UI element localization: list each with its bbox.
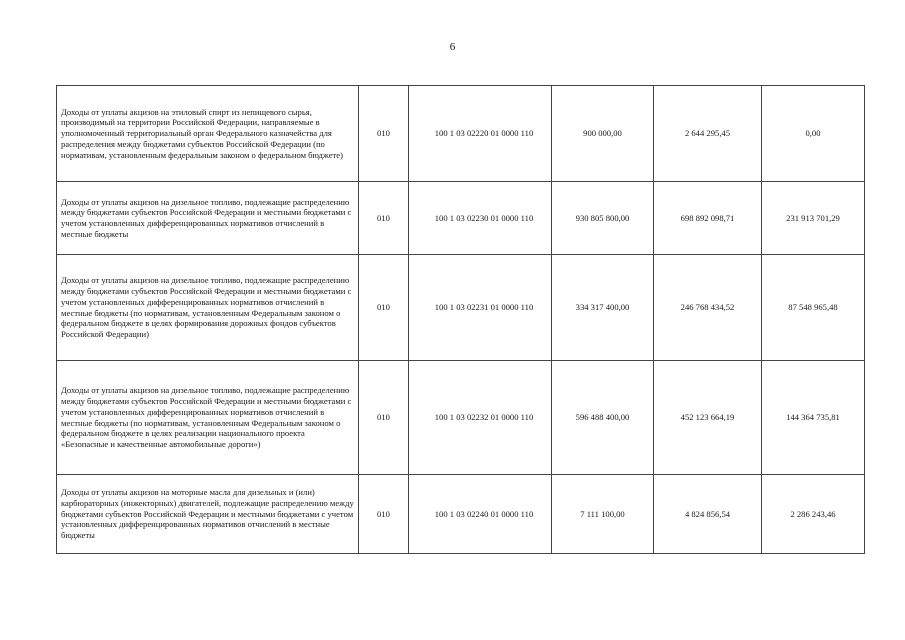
approved-amount-cell: 334 317 400,00 [552,255,654,361]
table-row [57,361,865,475]
table-row [57,182,865,255]
budget-code-cell: 100 1 03 02220 01 0000 110 [409,86,552,182]
line-code-cell: 010 [359,255,409,361]
unexecuted-amount-cell: 87 548 965,48 [762,255,865,361]
unexecuted-amount-cell: 0,00 [762,86,865,182]
executed-amount-cell: 2 644 295,45 [654,86,762,182]
unexecuted-amount-cell: 2 286 243,46 [762,475,865,554]
executed-amount-cell: 246 768 434,52 [654,255,762,361]
line-code-cell: 010 [359,86,409,182]
income-name-cell: Доходы от уплаты акцизов на дизельное топливо, подлежащие распределению между бюджетами субъектов Российской Федерации и местными бюджетами с учетом установленных дифференцированных нормативов отчислений в местные бюджеты [57,182,359,255]
executed-amount-cell: 452 123 664,19 [654,361,762,475]
budget-code-cell: 100 1 03 02231 01 0000 110 [409,255,552,361]
executed-amount-cell: 698 892 098,71 [654,182,762,255]
budget-code-cell: 100 1 03 02230 01 0000 110 [409,182,552,255]
budget-code-cell: 100 1 03 02232 01 0000 110 [409,361,552,475]
unexecuted-amount-cell: 144 364 735,81 [762,361,865,475]
table-row [57,475,865,554]
unexecuted-amount-cell: 231 913 701,29 [762,182,865,255]
budget-code-cell: 100 1 03 02240 01 0000 110 [409,475,552,554]
income-name-cell: Доходы от уплаты акцизов на этиловый спирт из непищевого сырья, производимый на территории Российской Федерации, направляемые в уполномоченный территориальный орган Федерального казначейства для распределения между бюджетами субъектов Российской Федерации (по нормативам, установленным федеральным законом о федеральном бюджете) [57,86,359,182]
table-row [57,255,865,361]
revenue-table [56,85,865,554]
executed-amount-cell: 4 824 856,54 [654,475,762,554]
page-number: 6 [449,41,456,53]
approved-amount-cell: 930 805 800,00 [552,182,654,255]
approved-amount-cell: 7 111 100,00 [552,475,654,554]
approved-amount-cell: 900 000,00 [552,86,654,182]
income-name-cell: Доходы от уплаты акцизов на моторные масла для дизельных и (или) карбюраторных (инжекторных) двигателей, подлежащие распределению между бюджетами субъектов Российской Федерации и местными бюджетами с учетом установленных дифференцированных нормативов отчислений в местные бюджеты [57,475,359,554]
line-code-cell: 010 [359,475,409,554]
line-code-cell: 010 [359,182,409,255]
table-row [57,86,865,182]
income-name-cell: Доходы от уплаты акцизов на дизельное топливо, подлежащие распределению между бюджетами субъектов Российской Федерации и местными бюджетами с учетом установленных дифференцированных нормативов отчислений в местные бюджеты (по нормативам, установленным Федеральным законом о федеральном бюджете в целях формирования дорожных фондов субъектов Российской Федерации) [57,255,359,361]
approved-amount-cell: 596 488 400,00 [552,361,654,475]
income-name-cell: Доходы от уплаты акцизов на дизельное топливо, подлежащие распределению между бюджетами субъектов Российской Федерации и местными бюджетами с учетом установленных дифференцированных нормативов отчислений в местные бюджеты (по нормативам, установленным Федеральным законом о федеральном бюджете в целях реализации национального проекта «Безопасные и качественные автомобильные дороги») [57,361,359,475]
line-code-cell: 010 [359,361,409,475]
